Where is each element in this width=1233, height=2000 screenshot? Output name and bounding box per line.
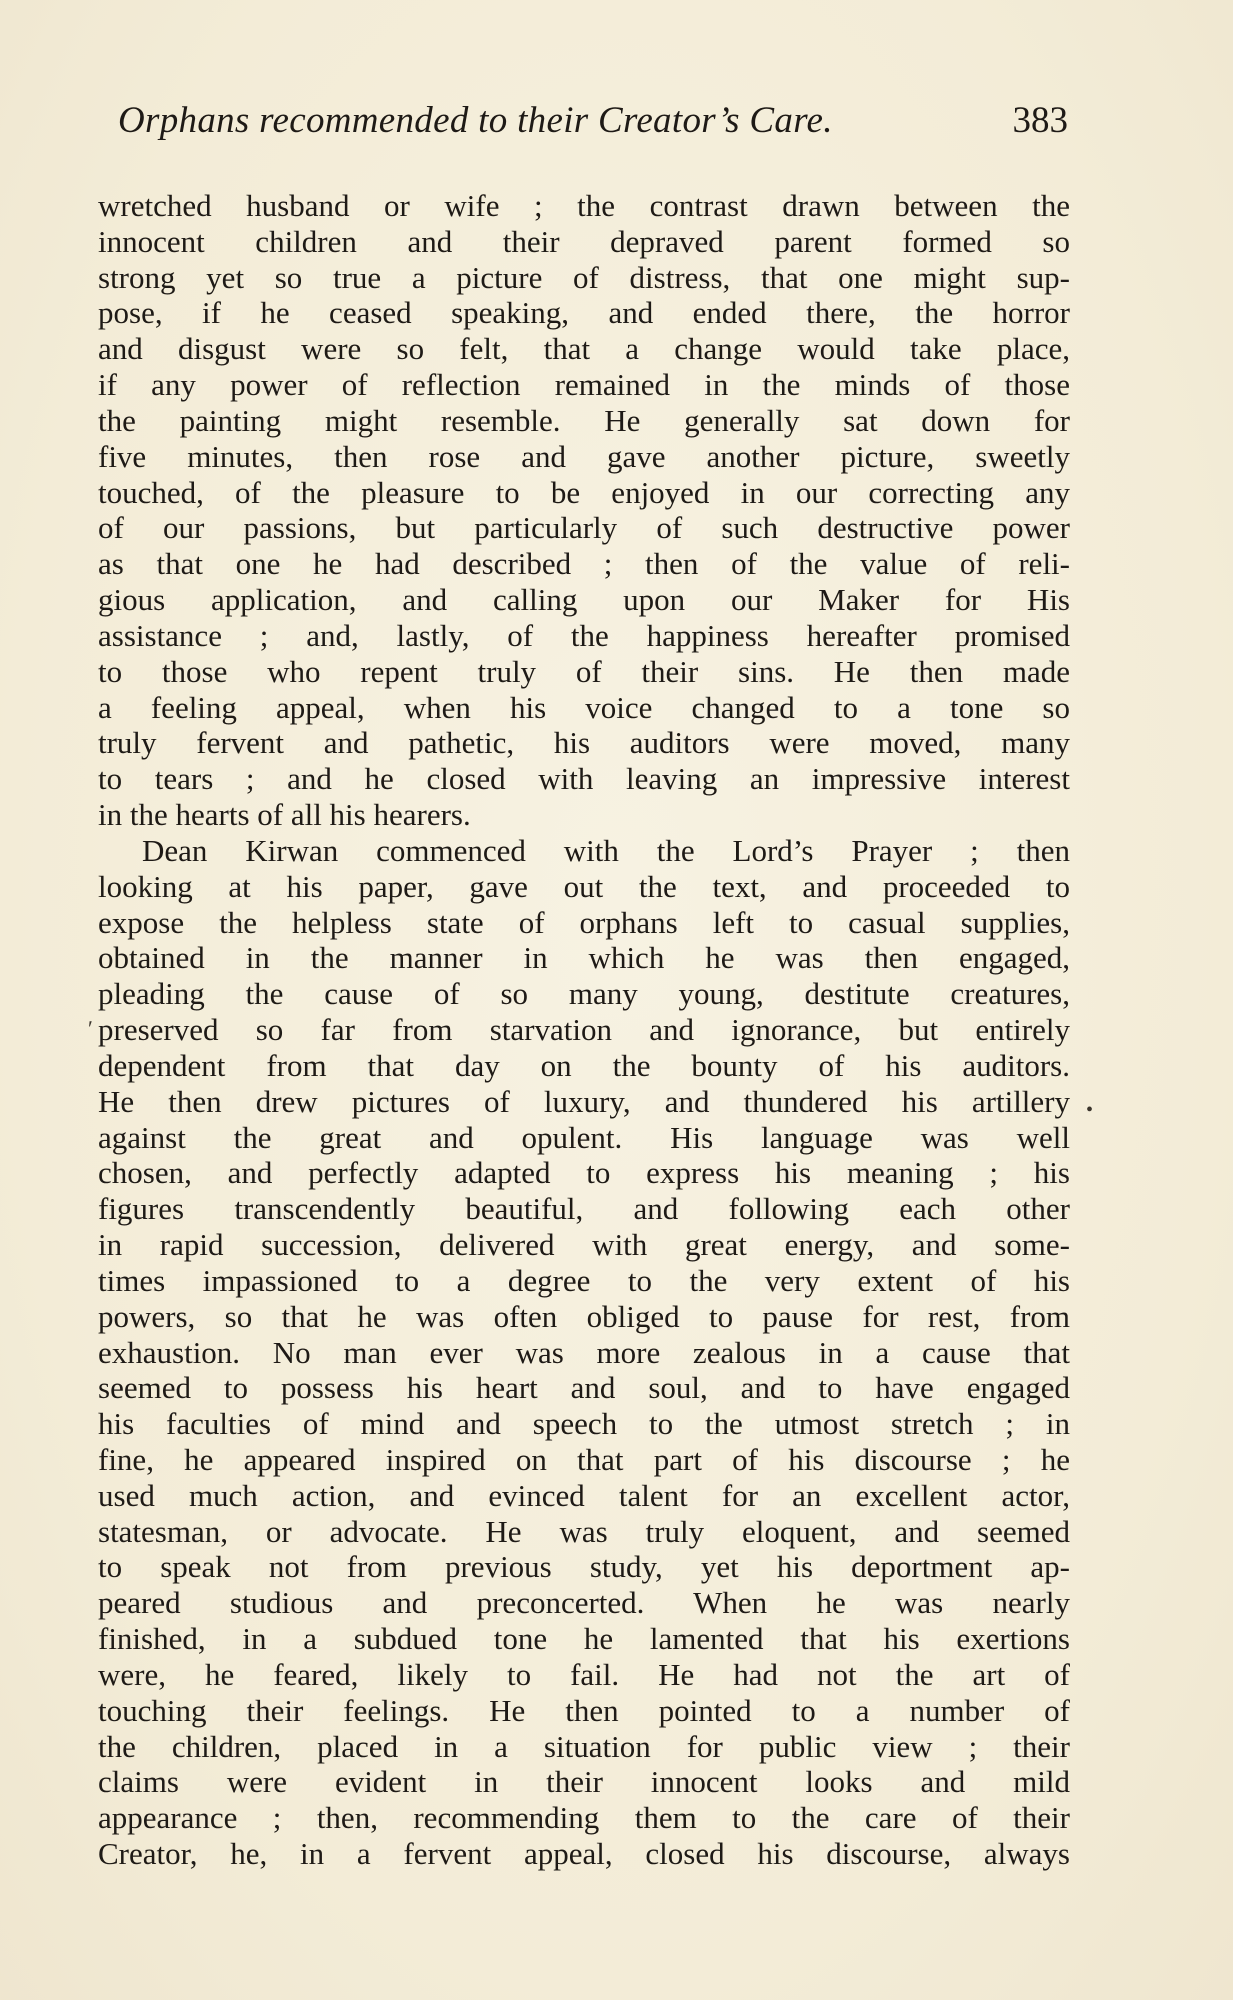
text-line: powers, so that he was often obliged to pause for rest, from [98, 1298, 1070, 1334]
text-line: claims were evident in their innocent looks and mild [98, 1764, 1070, 1800]
text-line: if any power of reflection remained in the minds of those [98, 367, 1070, 403]
text-line: the painting might resemble. He generally sat down for [98, 402, 1070, 438]
body-text [98, 188, 1070, 1872]
page-number: 383 [1012, 100, 1068, 141]
text-line: of our passions, but particularly of such destructive power [98, 510, 1070, 546]
text-line: exhaustion. No man ever was more zealous in a cause that [98, 1334, 1070, 1370]
text-line: in rapid succession, delivered with great energy, and some- [98, 1227, 1070, 1263]
margin-quote-mark: ʹ [88, 1016, 93, 1041]
text-line: wretched husband or wife ; the contrast drawn between the [98, 188, 1070, 223]
text-line: times impassioned to a degree to the very extent of his [98, 1262, 1070, 1298]
text-line: gious application, and calling upon our Maker for His [98, 582, 1070, 618]
text-line: figures transcendently beautiful, and following each other [98, 1191, 1070, 1227]
text-line: touched, of the pleasure to be enjoyed in our correcting any [98, 474, 1070, 510]
paragraph-end-line: in the hearts of all his hearers. [98, 797, 471, 833]
text-line: innocent children and their depraved parent formed so [98, 223, 1070, 259]
text-line: a feeling appeal, when his voice changed to a tone so [98, 689, 1070, 725]
text-line: touching their feelings. He then pointed to a number of [98, 1692, 1070, 1728]
text-line: dependent from that day on the bounty of his auditors. [98, 1047, 1070, 1083]
text-line: and disgust were so felt, that a change would take place, [98, 331, 1070, 367]
text-line: chosen, and perfectly adapted to express his meaning ; his [98, 1155, 1070, 1191]
text-line: the children, placed in a situation for public view ; their [98, 1728, 1070, 1764]
text-line: obtained in the manner in which he was then engaged, [98, 940, 1070, 976]
text-line: appearance ; then, recommending them to the care of their [98, 1800, 1070, 1836]
text-line: truly fervent and pathetic, his auditors were moved, many [98, 725, 1070, 761]
text-line: fine, he appeared inspired on that part of his discourse ; he [98, 1441, 1070, 1477]
margin-dot-mark: • [1086, 1099, 1094, 1121]
text-line: preserved so far from starvation and ignorance, but entirely [98, 1012, 1070, 1048]
running-head [118, 96, 1068, 146]
text-line: pose, if he ceased speaking, and ended there, the horror [98, 295, 1070, 331]
text-line: five minutes, then rose and gave another picture, sweetly [98, 438, 1070, 474]
text-line: seemed to possess his heart and soul, and to have engaged [98, 1370, 1070, 1406]
text-line: He then drew pictures of luxury, and thundered his artillery [98, 1083, 1070, 1119]
text-line: his faculties of mind and speech to the utmost stretch ; in [98, 1406, 1070, 1442]
text-line: to speak not from previous study, yet his deportment ap- [98, 1549, 1070, 1585]
text-line: used much action, and evinced talent for an excellent actor, [98, 1477, 1070, 1513]
text-line: assistance ; and, lastly, of the happiness hereafter promised [98, 617, 1070, 653]
text-line: to tears ; and he closed with leaving an impressive interest [98, 761, 1070, 797]
text-line: peared studious and preconcerted. When he was nearly [98, 1585, 1070, 1621]
text-line: against the great and opulent. His language was well [98, 1119, 1070, 1155]
text-line: expose the helpless state of orphans left to casual supplies, [98, 904, 1070, 940]
text-line: as that one he had described ; then of the value of reli- [98, 546, 1070, 582]
text-line: to those who repent truly of their sins. He then made [98, 653, 1070, 689]
text-line: strong yet so true a picture of distress, that one might sup- [98, 259, 1070, 295]
text-line: statesman, or advocate. He was truly eloquent, and seemed [98, 1513, 1070, 1549]
text-line: looking at his paper, gave out the text, and proceeded to [98, 868, 1070, 904]
text-line: pleading the cause of so many young, destitute creatures, [98, 976, 1070, 1012]
text-line: Creator, he, in a fervent appeal, closed his discourse, always [98, 1836, 1070, 1872]
running-title: Orphans recommended to their Creator’s Care. [118, 100, 833, 141]
paragraph-first-line: Dean Kirwan commenced with the Lord’s Prayer ; then [142, 832, 1070, 868]
text-line: were, he feared, likely to fail. He had not the art of [98, 1656, 1070, 1692]
text-line: finished, in a subdued tone he lamented that his exertions [98, 1621, 1070, 1657]
